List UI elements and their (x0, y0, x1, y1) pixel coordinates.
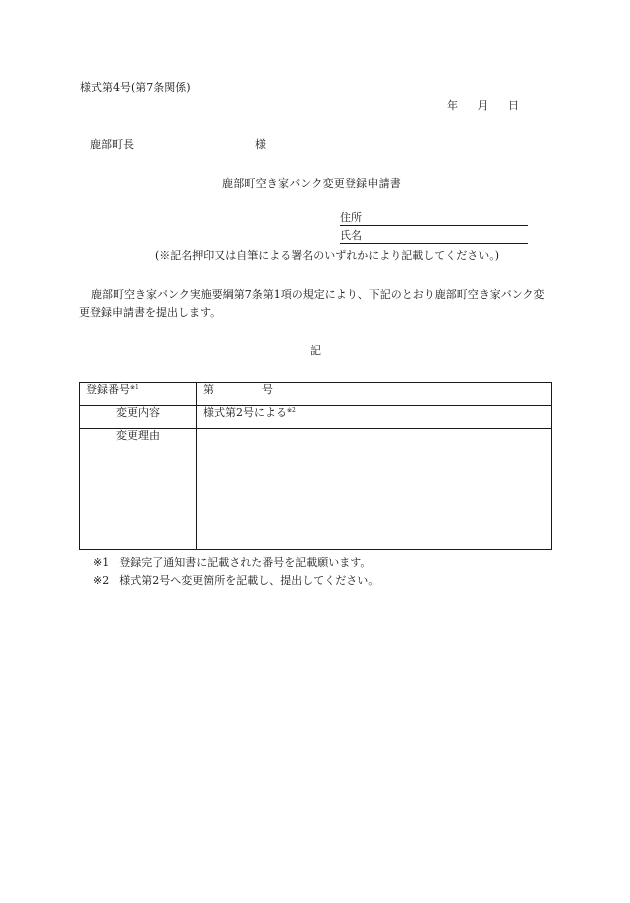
change-reason-field[interactable] (197, 429, 552, 550)
registration-number-label: 登録番号$^{※1}$ (80, 383, 197, 406)
number-suffix: 号 (262, 383, 273, 396)
note-ref: ※1 (130, 384, 139, 391)
footnote-text: 様式第2号へ変更箇所を記載し、提出してください。 (119, 574, 380, 587)
date-line (447, 99, 535, 113)
footnote-2 (93, 574, 379, 588)
registration-table (79, 382, 552, 550)
body-paragraph: 鹿部町空き家バンク実施要綱第7条第1項の規定により、下記のとおり鹿部町空き家バンク変更登録申請書を提出します。 (79, 288, 545, 319)
table-row (80, 383, 552, 406)
date-year: 年 (447, 99, 458, 112)
name-field[interactable] (340, 229, 528, 244)
footnote-1 (93, 556, 371, 570)
form-number: 様式第4号(第7条関係) (80, 81, 191, 94)
footnote-mark: ※2 (93, 574, 110, 587)
number-prefix: 第 (203, 383, 214, 396)
addressee-honorific: 様 (255, 138, 266, 151)
date-day: 日 (508, 99, 519, 112)
date-month: 月 (477, 99, 489, 112)
change-reason-label: 変更理由 (80, 429, 197, 550)
registration-number-field[interactable] (197, 383, 552, 406)
document-title: 鹿部町空き家バンク変更登録申請書 (222, 177, 401, 190)
footnote-mark: ※1 (93, 556, 110, 569)
name-label: 氏名 (340, 229, 362, 242)
ki-heading: 記 (310, 344, 321, 357)
address-label: 住所 (340, 211, 362, 224)
table-row (80, 406, 552, 429)
change-content-label: 変更内容 (80, 406, 197, 429)
addressee-name: 鹿部町長 (90, 138, 134, 151)
table-row (80, 429, 552, 550)
note-ref: ※2 (287, 407, 296, 414)
footnote-text: 登録完了通知書に記載された番号を記載願います。 (119, 556, 372, 569)
signature-note: (※記名押印又は自筆による署名のいずれかにより記載してください。) (155, 249, 500, 262)
change-content-field[interactable]: 様式第2号による$^{※2}$ (197, 406, 552, 429)
address-field[interactable] (340, 211, 528, 226)
